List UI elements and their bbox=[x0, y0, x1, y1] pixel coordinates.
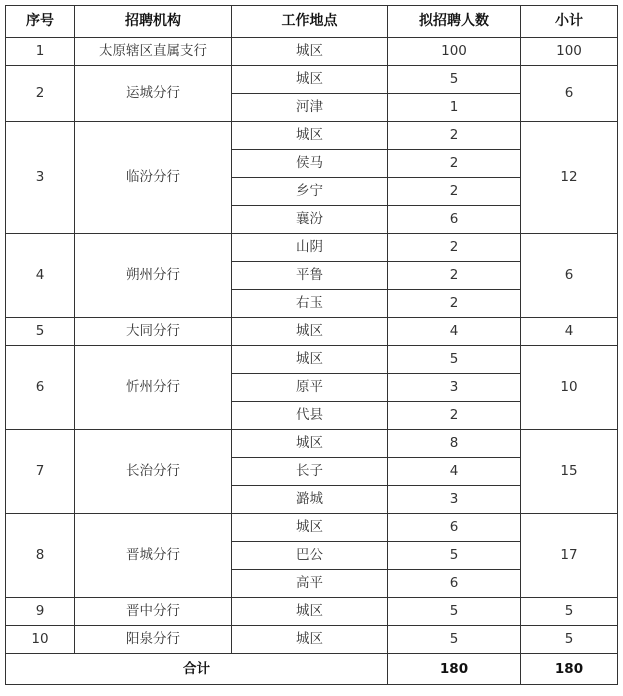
cell-org: 晋中分行 bbox=[75, 598, 232, 626]
table-row bbox=[6, 598, 618, 626]
cell-location: 城区 bbox=[232, 598, 388, 626]
cell-location: 原平 bbox=[232, 374, 388, 402]
cell-location: 城区 bbox=[232, 66, 388, 94]
total-subtotal: 180 bbox=[521, 654, 618, 685]
table-row bbox=[6, 38, 618, 66]
table-footer bbox=[6, 654, 618, 685]
cell-org: 运城分行 bbox=[75, 66, 232, 122]
table-body bbox=[6, 38, 618, 654]
cell-location: 城区 bbox=[232, 346, 388, 374]
cell-count: 6 bbox=[388, 514, 521, 542]
cell-location: 高平 bbox=[232, 570, 388, 598]
table-row bbox=[6, 66, 618, 94]
cell-subtotal: 15 bbox=[521, 430, 618, 514]
cell-count: 5 bbox=[388, 542, 521, 570]
total-planned: 180 bbox=[388, 654, 521, 685]
table-row bbox=[6, 626, 618, 654]
cell-seq: 7 bbox=[6, 430, 75, 514]
cell-seq: 6 bbox=[6, 346, 75, 430]
cell-count: 5 bbox=[388, 346, 521, 374]
cell-subtotal: 17 bbox=[521, 514, 618, 598]
cell-count: 2 bbox=[388, 122, 521, 150]
total-row bbox=[6, 654, 618, 685]
cell-location: 城区 bbox=[232, 430, 388, 458]
cell-count: 2 bbox=[388, 402, 521, 430]
header-planned: 拟招聘人数 bbox=[388, 6, 521, 38]
table-row bbox=[6, 430, 618, 458]
cell-subtotal: 6 bbox=[521, 66, 618, 122]
cell-count: 2 bbox=[388, 234, 521, 262]
cell-count: 4 bbox=[388, 458, 521, 486]
cell-location: 右玉 bbox=[232, 290, 388, 318]
cell-org: 晋城分行 bbox=[75, 514, 232, 598]
cell-count: 2 bbox=[388, 178, 521, 206]
header-subtotal: 小计 bbox=[521, 6, 618, 38]
table-row bbox=[6, 122, 618, 150]
cell-location: 城区 bbox=[232, 38, 388, 66]
cell-seq: 8 bbox=[6, 514, 75, 598]
cell-location: 乡宁 bbox=[232, 178, 388, 206]
cell-seq: 2 bbox=[6, 66, 75, 122]
table-row bbox=[6, 514, 618, 542]
cell-count: 2 bbox=[388, 290, 521, 318]
cell-seq: 1 bbox=[6, 38, 75, 66]
cell-subtotal: 5 bbox=[521, 626, 618, 654]
cell-location: 代县 bbox=[232, 402, 388, 430]
cell-org: 太原辖区直属支行 bbox=[75, 38, 232, 66]
cell-org: 大同分行 bbox=[75, 318, 232, 346]
cell-location: 平鲁 bbox=[232, 262, 388, 290]
table-header bbox=[6, 6, 618, 38]
cell-count: 100 bbox=[388, 38, 521, 66]
cell-location: 襄汾 bbox=[232, 206, 388, 234]
cell-location: 长子 bbox=[232, 458, 388, 486]
cell-location: 城区 bbox=[232, 626, 388, 654]
cell-count: 6 bbox=[388, 206, 521, 234]
cell-count: 3 bbox=[388, 374, 521, 402]
cell-org: 朔州分行 bbox=[75, 234, 232, 318]
cell-org: 阳泉分行 bbox=[75, 626, 232, 654]
cell-seq: 9 bbox=[6, 598, 75, 626]
cell-org: 长治分行 bbox=[75, 430, 232, 514]
cell-subtotal: 10 bbox=[521, 346, 618, 430]
cell-seq: 10 bbox=[6, 626, 75, 654]
table-row bbox=[6, 234, 618, 262]
cell-location: 侯马 bbox=[232, 150, 388, 178]
table-row bbox=[6, 346, 618, 374]
cell-count: 6 bbox=[388, 570, 521, 598]
cell-org: 忻州分行 bbox=[75, 346, 232, 430]
total-label: 合计 bbox=[6, 654, 388, 685]
cell-subtotal: 12 bbox=[521, 122, 618, 234]
recruitment-table bbox=[5, 5, 618, 685]
cell-count: 4 bbox=[388, 318, 521, 346]
table-row bbox=[6, 318, 618, 346]
cell-count: 2 bbox=[388, 262, 521, 290]
cell-org: 临汾分行 bbox=[75, 122, 232, 234]
cell-subtotal: 5 bbox=[521, 598, 618, 626]
header-row bbox=[6, 6, 618, 38]
cell-location: 潞城 bbox=[232, 486, 388, 514]
cell-location: 城区 bbox=[232, 122, 388, 150]
header-seq: 序号 bbox=[6, 6, 75, 38]
cell-count: 5 bbox=[388, 626, 521, 654]
cell-count: 5 bbox=[388, 66, 521, 94]
header-org: 招聘机构 bbox=[75, 6, 232, 38]
cell-seq: 4 bbox=[6, 234, 75, 318]
cell-count: 2 bbox=[388, 150, 521, 178]
cell-location: 巴公 bbox=[232, 542, 388, 570]
cell-seq: 3 bbox=[6, 122, 75, 234]
cell-count: 1 bbox=[388, 94, 521, 122]
cell-seq: 5 bbox=[6, 318, 75, 346]
cell-subtotal: 4 bbox=[521, 318, 618, 346]
cell-count: 8 bbox=[388, 430, 521, 458]
cell-count: 5 bbox=[388, 598, 521, 626]
cell-location: 城区 bbox=[232, 514, 388, 542]
cell-location: 城区 bbox=[232, 318, 388, 346]
header-location: 工作地点 bbox=[232, 6, 388, 38]
cell-location: 山阴 bbox=[232, 234, 388, 262]
cell-subtotal: 100 bbox=[521, 38, 618, 66]
cell-location: 河津 bbox=[232, 94, 388, 122]
cell-subtotal: 6 bbox=[521, 234, 618, 318]
cell-count: 3 bbox=[388, 486, 521, 514]
